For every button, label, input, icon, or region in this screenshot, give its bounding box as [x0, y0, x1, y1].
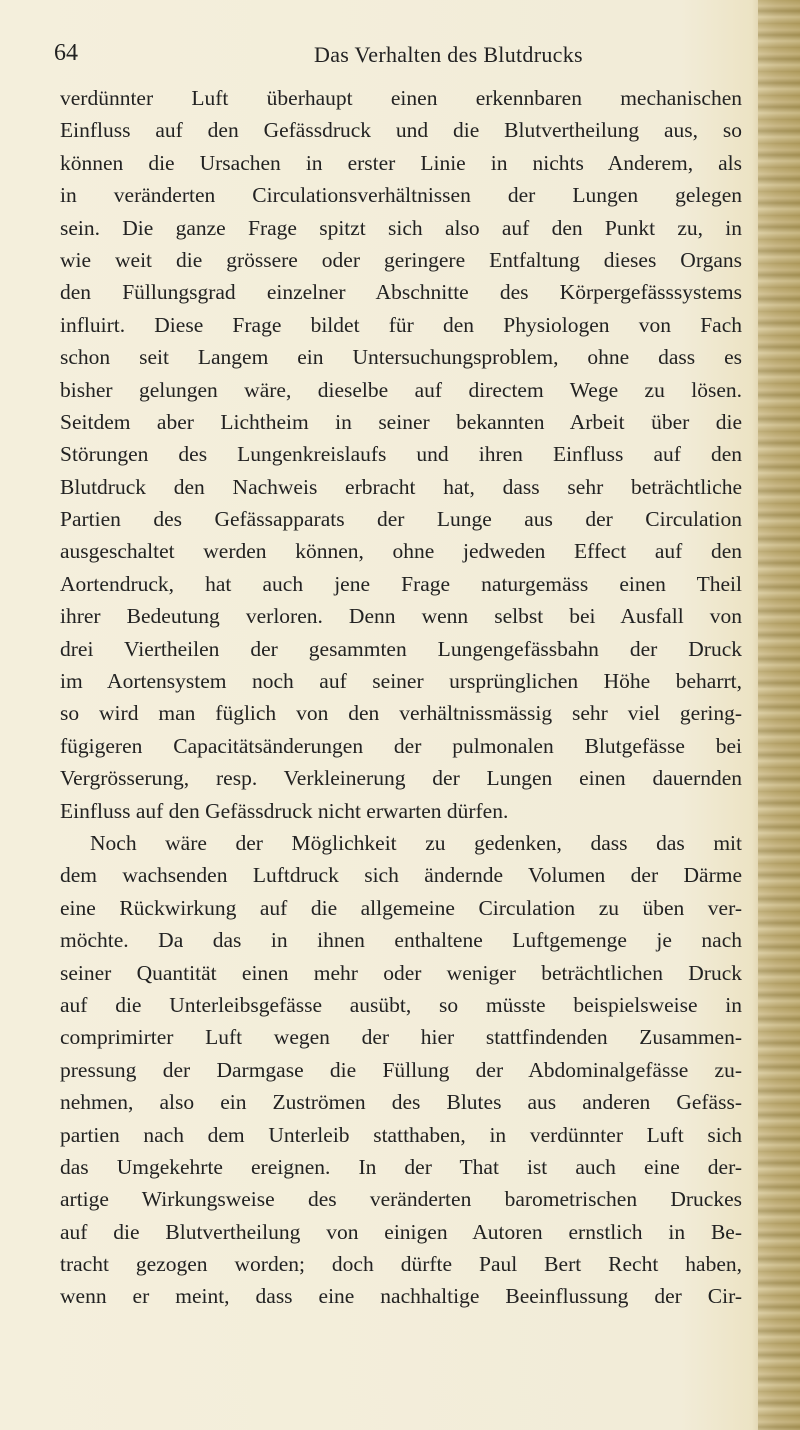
paragraph-start-line: Noch wäre der Möglichkeit zu gedenken, dass das mit	[90, 830, 742, 855]
page-number: 64	[54, 40, 78, 66]
text-line: Seitdem aber Lichtheim in seiner bekannten Arbeit über die	[60, 409, 742, 434]
text-line: Partien des Gefässapparats der Lunge aus der Circulation	[60, 507, 742, 532]
text-line: auf die Blutvertheilung von einigen Autoren ernstlich in Be-	[60, 1219, 742, 1244]
text-line: drei Viertheilen der gesammten Lungengefässbahn der Druck	[60, 636, 742, 661]
text-line: sein. Die ganze Frage spitzt sich also auf den Punkt zu, in	[60, 215, 742, 240]
text-line: influirt. Diese Frage bildet für den Physiologen von Fach	[60, 312, 742, 337]
text-line: auf die Unterleibsgefässe ausübt, so müsste beispielsweise in	[60, 992, 742, 1017]
text-line: dem wachsenden Luftdruck sich ändernde Volumen der Därme	[60, 863, 742, 888]
running-head: Das Verhalten des Blutdrucks	[314, 42, 583, 67]
text-line: schon seit Langem ein Untersuchungsproblem, ohne dass es	[60, 345, 742, 370]
text-line: können die Ursachen in erster Linie in nichts Anderem, als	[60, 150, 742, 175]
body-text	[60, 82, 742, 1313]
text-line: artige Wirkungsweise des veränderten barometrischen Druckes	[60, 1187, 742, 1212]
paragraph-end-line: Einfluss auf den Gefässdruck nicht erwarten dürfen.	[60, 798, 509, 823]
text-line: pressung der Darmgase die Füllung der Abdominalgefässe zu-	[60, 1057, 742, 1082]
text-line: im Aortensystem noch auf seiner ursprünglichen Höhe beharrt,	[60, 669, 742, 694]
text-line: verdünnter Luft überhaupt einen erkennbaren mechanischen	[60, 86, 742, 110]
text-line: Einfluss auf den Gefässdruck und die Blutvertheilung aus, so	[60, 118, 742, 143]
text-line: ihrer Bedeutung verloren. Denn wenn selbst bei Ausfall von	[60, 604, 742, 629]
page-header	[54, 40, 734, 76]
text-line: seiner Quantität einen mehr oder weniger beträchtlichen Druck	[60, 960, 742, 985]
text-line: Blutdruck den Nachweis erbracht hat, dass sehr beträchtliche	[60, 474, 742, 499]
text-line: Aortendruck, hat auch jene Frage naturgemäss einen Theil	[60, 571, 742, 596]
page-edge	[758, 0, 800, 1430]
text-line: das Umgekehrte ereignen. In der That ist auch eine der-	[60, 1154, 742, 1179]
text-line: so wird man füglich von den verhältnissmässig sehr viel gering-	[60, 701, 742, 726]
text-line: wenn er meint, dass eine nachhaltige Beeinflussung der Cir-	[60, 1284, 742, 1309]
text-line: eine Rückwirkung auf die allgemeine Circulation zu üben ver-	[60, 895, 742, 920]
text-line: möchte. Da das in ihnen enthaltene Luftgemenge je nach	[60, 928, 742, 953]
text-line: comprimirter Luft wegen der hier stattfindenden Zusammen-	[60, 1025, 742, 1050]
text-line: bisher gelungen wäre, dieselbe auf directem Wege zu lösen.	[60, 377, 742, 402]
text-line: ausgeschaltet werden können, ohne jedweden Effect auf den	[60, 539, 742, 564]
text-line: Vergrösserung, resp. Verkleinerung der Lungen einen dauernden	[60, 766, 742, 791]
text-line: Störungen des Lungenkreislaufs und ihren Einfluss auf den	[60, 442, 742, 467]
text-line: nehmen, also ein Zuströmen des Blutes aus anderen Gefäss-	[60, 1090, 742, 1115]
text-line: in veränderten Circulationsverhältnissen der Lungen gelegen	[60, 183, 742, 208]
text-line: partien nach dem Unterleib statthaben, in verdünnter Luft sich	[60, 1122, 742, 1147]
text-line: den Füllungsgrad einzelner Abschnitte des Körpergefässsystems	[60, 280, 742, 305]
text-line: wie weit die grössere oder geringere Entfaltung dieses Organs	[60, 247, 742, 272]
text-line: tracht gezogen worden; doch dürfte Paul Bert Recht haben,	[60, 1252, 742, 1277]
text-line: fügigeren Capacitätsänderungen der pulmonalen Blutgefässe bei	[60, 733, 742, 758]
